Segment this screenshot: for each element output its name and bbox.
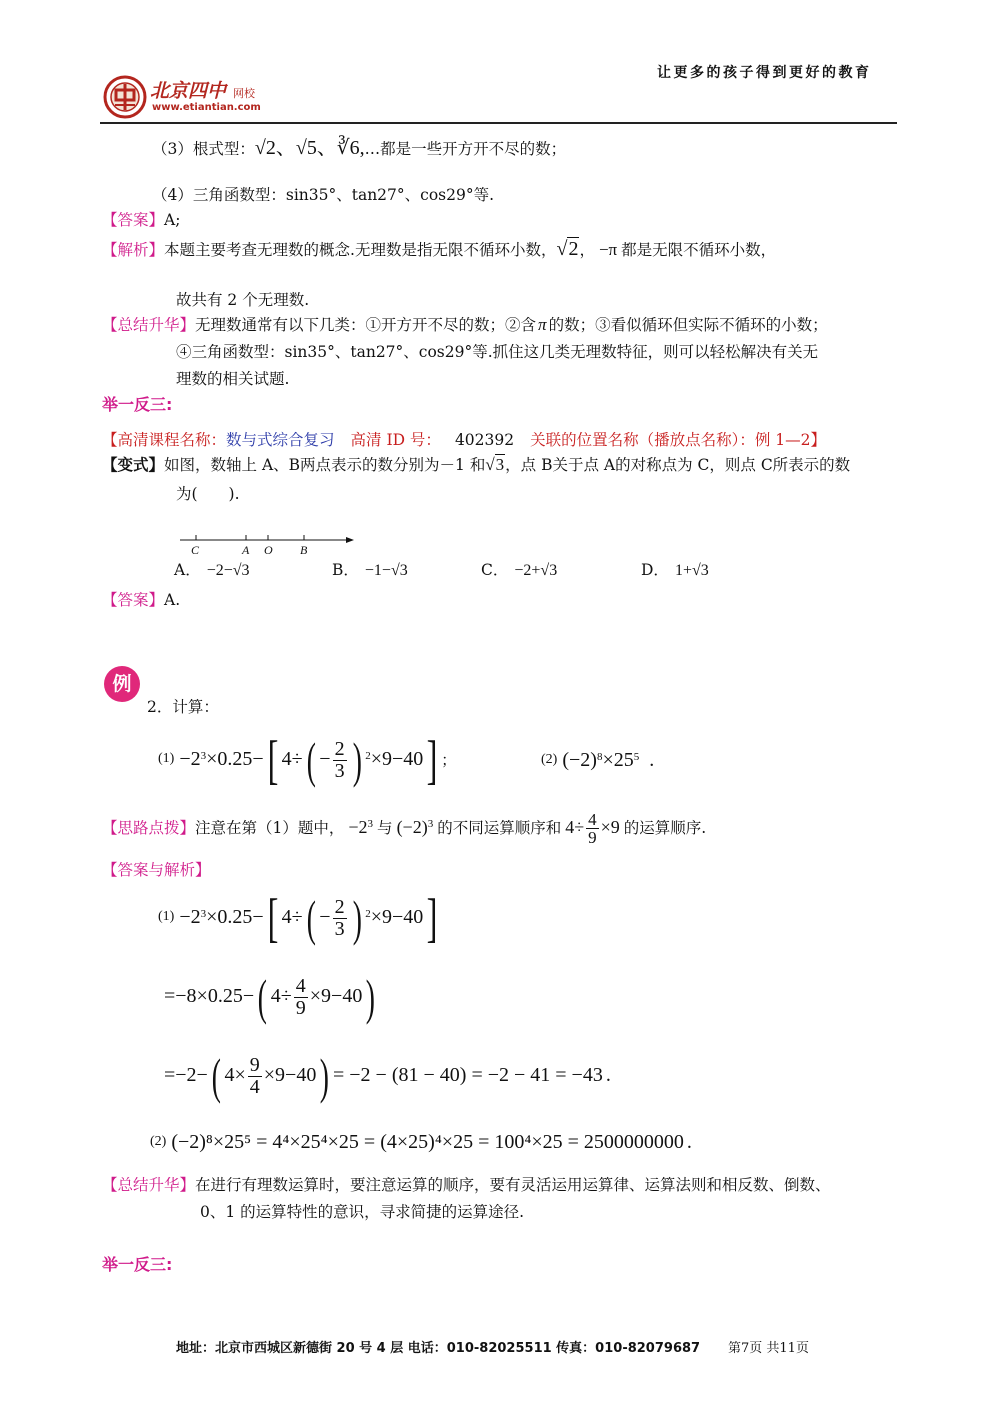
point-b-label: B [300,543,308,557]
analysis-text-1: 本题主要考查无理数的概念.无理数是指无限不循环小数， [164,241,557,259]
point-o-label: O [264,543,273,557]
summary1-line-1 [102,313,828,335]
summary2-text-1: 在进行有理数运算时，要注意运算的顺序，要有灵活运用运算律、运算法则和相反数、倒数、 [195,1176,831,1194]
solution-2-math: (−2)⁸×25⁵ = 4⁴×25⁴×25 = (4×25)⁴×25 = 100⁴×25 = 2500000000 [171,1131,684,1153]
point-a-label: A [242,543,250,557]
answer-value: A; [164,211,181,229]
solution-1-line-2: =−8×0.25−( 4÷ $\frac{4}{9}$ ×9−40) [164,969,376,1026]
answer1-line [102,208,180,230]
course-open: 【高清课程名称： [102,431,227,449]
option-a-math: −2−√3 [206,562,250,579]
option-d: D． 1+√3 [641,561,709,579]
hint-math-2: $(-2)^3$ [396,817,434,837]
footer-address: 地址：北京市西城区新德街 20 号 4 层 电话：010-82025511 传真：010-82079687 [176,1341,701,1356]
analysis-pi: −π [598,240,618,259]
item3-label: （3）根式型： [152,140,255,158]
summary2-line-2: 0、1 的运算特性的意识，寻求简捷的运算途径. [200,1203,525,1221]
problem-1-label: (1) [158,751,175,766]
item3-radicals: √2、√5、∛6, [254,137,365,159]
answer2-line [102,588,180,610]
option-a: A． −2−√3 [174,561,250,579]
problem-2-label: (2) [541,752,558,767]
logo [102,74,287,120]
option-c-math: −2+√3 [514,562,558,579]
hint-math-3: 4÷ $\frac{4}{9}$ ×9 [565,809,620,848]
analysis-line-2: 故共有 2 个无理数. [176,291,310,309]
example-title: 2．计算： [147,698,219,716]
header-slogan: 让更多的孩子得到更好的教育 [657,65,872,81]
analysis-tag: 【解析】 [102,241,165,259]
course-id-label: 高清 ID 号： [350,431,441,449]
practice2-title: 举一反三: [102,1255,173,1274]
example-badge-label: 例 [112,673,132,695]
footer-page: 第7页 共11页 [728,1341,809,1356]
course-line [102,428,826,450]
hint-text-1: 注意在第（1）题中， [195,819,345,837]
example-badge [104,666,140,702]
course-name: 数与式综合复习 [226,431,335,449]
variant-sqrt3: √3 [485,455,505,474]
answer-tag: 【答案】 [102,211,165,229]
header-rule [100,122,897,124]
analysis-comma: ， [579,241,595,259]
analysis-line-1 [102,234,776,265]
variant-text-1: 如图，数轴上 A、B两点表示的数分别为－1 和 [164,456,486,474]
hint-line [102,803,706,851]
summary-tag: 【总结升华】 [102,1176,196,1194]
summary1-line-2: ④三角函数型：sin35°、tan27°、cos29°等.抓住这几类无理数特征，则可以轻松解决有关无 [176,343,819,361]
hint-tag: 【思路点拨】 [102,819,196,837]
item4-line: （4）三角函数型：sin35°、tan27°、cos29°等. [152,186,495,204]
solution-1-line-3: =−2−( 4× $\frac{9}{4}$ ×9−40) = −2 − (81 − 40) = −2 − 41 = −43 . [164,1048,611,1105]
analysis-text-2: 都是无限不循环小数， [621,241,777,259]
hint-text-2: 与 [377,819,393,837]
analysis-sqrt: √2 [556,238,579,260]
problem-1: $^{(1)} -2^3\times 0.25-$[ 4÷( − $\frac{2}{3}$ ) $^2$×9−40] ； [158,730,457,791]
hint-text-3: 的不同运算顺序和 [437,819,562,837]
summary1-line-3: 理数的相关试题. [176,370,290,388]
course-position: 关联的位置名称（播放点名称）：例 1—2】 [530,431,827,449]
problem-2: $^{(2)}$ $(-2)^8\times 25^5$ . [541,749,655,771]
option-d-math: 1+√3 [674,562,709,579]
summary-text-2: 的数；③看似循环但实际不循环的小数； [548,316,828,334]
variant-line-1 [102,452,850,478]
summary-tag: 【总结升华】 [102,316,196,334]
variant-line-2: 为( ). [176,485,240,503]
logo-url: www.etiantian.com [152,102,261,113]
solution-1-result: = −2 − (81 − 40) = −2 − 41 = −43 [333,1064,603,1086]
option-b: B． −1−√3 [332,561,408,579]
item3-tail: …都是一些开方开不尽的数； [364,140,567,158]
logo-emblem-icon [102,74,148,120]
logo-name: 北京四中 [150,80,227,102]
option-c: C． −2+√3 [481,561,558,579]
hint-text-4: 的运算顺序. [623,819,707,837]
solution-2-line: $^{(2)}$ (−2)⁸×25⁵ = 4⁴×25⁴×25 = (4×25)⁴×25 = 100⁴×25 = 2500000000 . [150,1131,692,1153]
answer-value: A. [164,591,181,609]
number-line [178,528,358,558]
summary2-line-1 [102,1173,831,1195]
item3-line [152,132,566,164]
practice-title: 举一反三: [102,395,173,414]
answer-tag: 【答案】 [102,591,165,609]
summary-pi: π [538,315,547,334]
variant-text-2: ，点 B关于点 A的对称点为 C，则点 C所表示的数 [505,456,851,474]
course-id: 402392 [454,431,515,449]
option-b-math: −1−√3 [364,562,408,579]
point-c-label: C [191,543,200,557]
logo-suffix: 网校 [233,87,255,100]
hint-math-1: $-2^3$ [348,817,374,837]
solution-1-line-1: $^{(1)} -2^3\times 0.25-$[ 4÷( − $\frac{2}{3}$ ) $^2$×9−40] [158,888,438,949]
solution-tag: 【答案与解析】 [102,861,211,879]
summary-text-1: 无理数通常有以下几类：①开方开不尽的数；②含 [195,316,537,334]
variant-tag: 【变式】 [102,455,165,474]
